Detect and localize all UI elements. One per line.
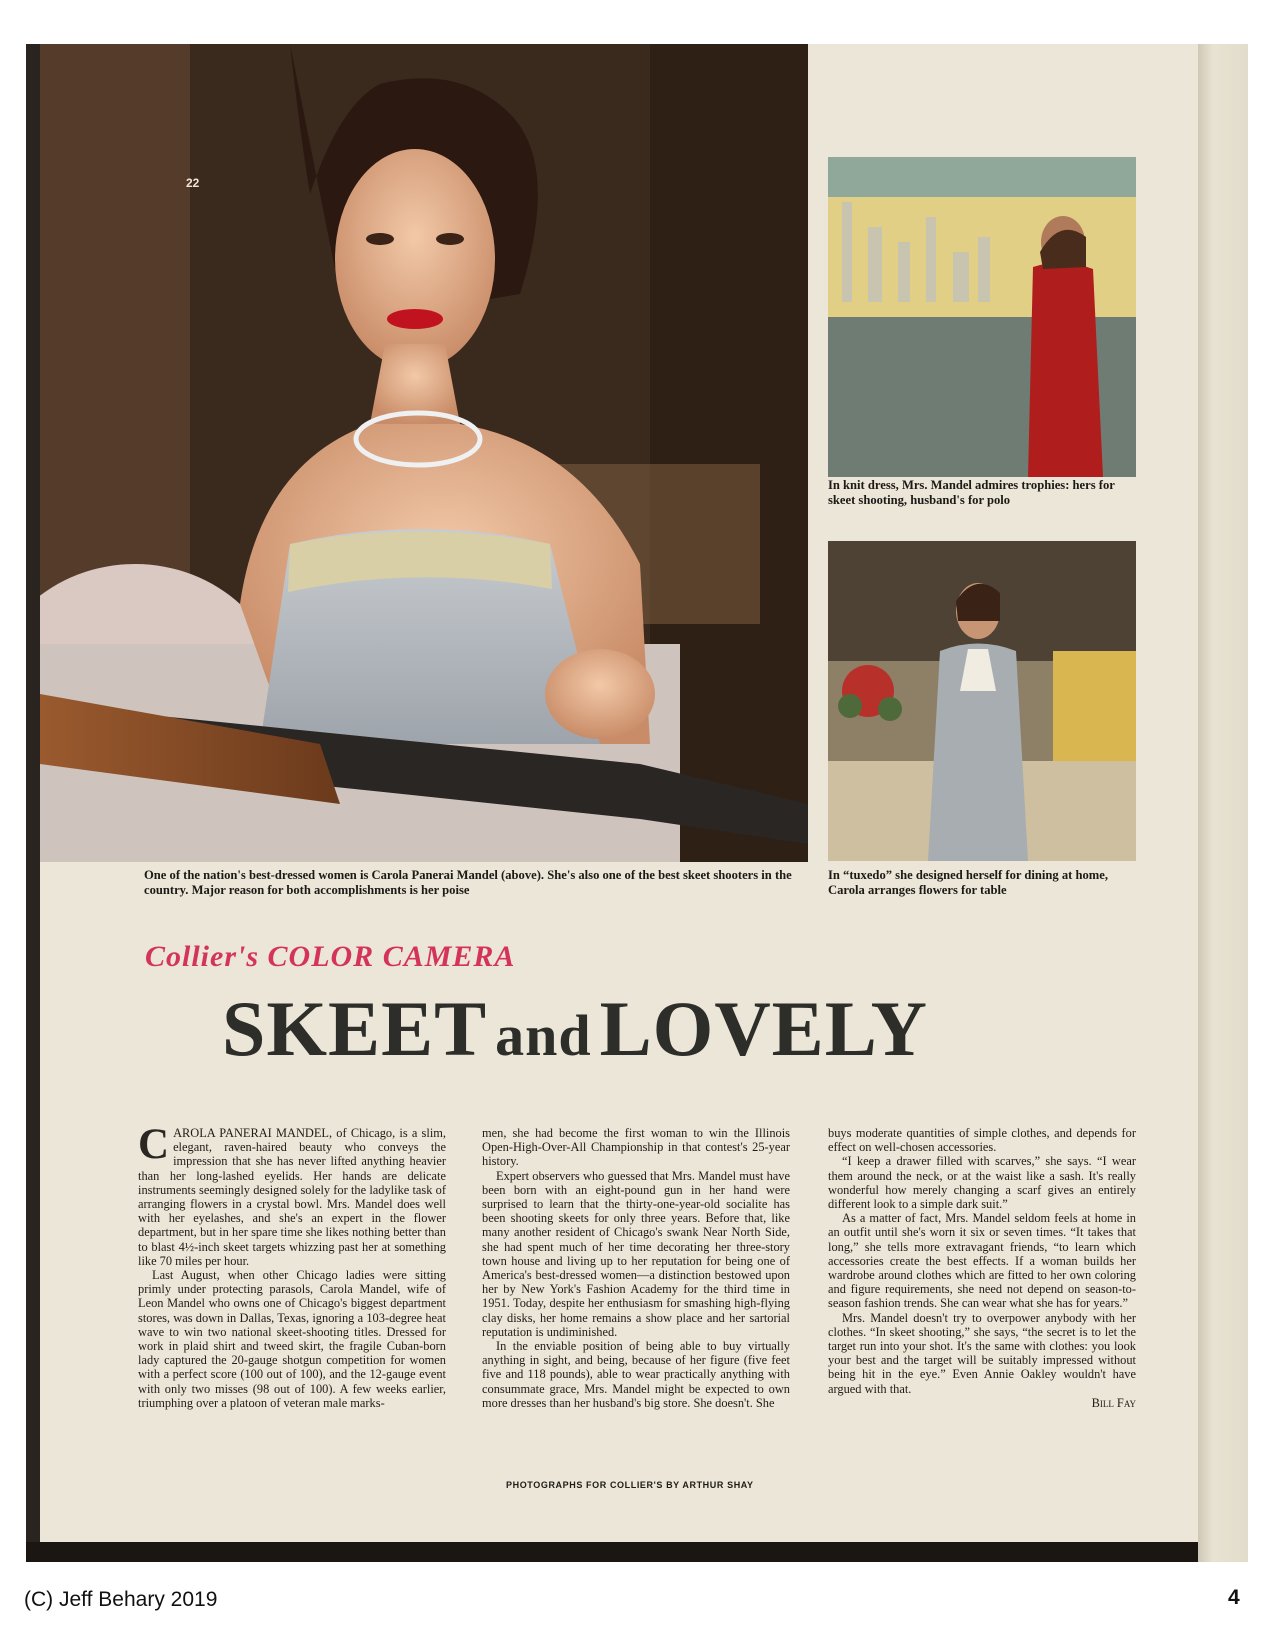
photo-credit: PHOTOGRAPHS FOR COLLIER'S BY ARTHUR SHAY — [506, 1480, 754, 1490]
adjacent-page-edge — [1198, 44, 1248, 1562]
article-column-1 — [138, 1121, 446, 1410]
caption-main: One of the nation's best-dressed women is Carola Panerai Mandel (above). She's also one of the best skeet shooters in the country. Major reason for both accomplishments is her poise — [144, 868, 792, 897]
sheet-number: 4 — [1228, 1586, 1240, 1609]
article-column-3 — [828, 1126, 1136, 1410]
section-kicker: Collier's COLOR CAMERA — [145, 940, 516, 973]
article-paragraph: Last August, when other Chicago ladies were sitting primly under protecting parasols, Carola Mandel, wife of Leon Mandel who owns one of Chicago's biggest department stores, was down in Dallas, Texas, ignoring a 103-degree heat wave to win two national skeet-shooting titles. Dressed for work in plaid shirt and tweed skirt, the fragile Cuban-born lady captured the 20-gauge shotgun competition for women with a perfect score (100 out of 100), and the 12-gauge event with only two misses (98 out of 100). A few weeks earlier, triumphing over a platoon of veteran male marks- — [138, 1268, 446, 1410]
main-photo-illustration — [40, 44, 808, 862]
paragraph-text: AROLA PANERAI MANDEL, of Chicago, is a slim, elegant, raven-haired beauty who conveys the impression that she has never lifted anything heavier than her long-lashed eyelids. Her hands are delicate instruments seemingly designed solely for the ladylike task of arranging flowers in a crystal bowl. Mrs. Mandel does well with her eyelashes, and she's an expert in the flower department, but in her spare time she likes nothing better than to blast 4½-inch skeet targets whizzing past her at something like 70 miles per hour. — [138, 1126, 446, 1268]
article-paragraph: men, she had become the first woman to win the Illinois Open-High-Over-All Championship in that contest's 25-year history. — [482, 1126, 790, 1169]
article-paragraph — [138, 1121, 446, 1268]
article-paragraph: In the enviable position of being able to buy virtually anything in sight, and being, because of her figure (five feet five and 118 pounds), able to wear practically anything with consummate grace, Mrs. Mandel might be expected to own more dresses than her husband's big store. She doesn't. She — [482, 1339, 790, 1410]
caption-tuxedo: In “tuxedo” she designed herself for dining at home, Carola arranges flowers for table — [828, 868, 1109, 897]
caption-trophies: In knit dress, Mrs. Mandel admires trophies: hers for skeet shooting, husband's for polo — [828, 478, 1115, 507]
copyright-notice: (C) Jeff Behary 2019 — [24, 1588, 218, 1611]
photo-tuxedo — [828, 541, 1136, 861]
drop-cap: C — [138, 1121, 170, 1168]
article-column-2 — [482, 1126, 790, 1410]
article-headline — [222, 985, 1082, 1072]
photo-trophies — [828, 157, 1136, 477]
article-paragraph: “I keep a drawer filled with scarves,” she says. “I wear them around the neck, or at the waist like a sash. It's really wonderful how merely changing a scarf gives an entirely different look to a simple dark suit.” — [828, 1154, 1136, 1212]
article-paragraph: Mrs. Mandel doesn't try to overpower anybody with her clothes. “In skeet shooting,” she says, “the secret is to let the target run into your shot. It's the same with clothes: you look your best and the target will be suitably impressed without being hit in the eye.” Even Annie Oakley wouldn't have argued with that. — [828, 1310, 1136, 1396]
tuxedo-illustration — [828, 541, 1136, 861]
scan-bottom-edge — [26, 1542, 1198, 1562]
article-paragraph: As a matter of fact, Mrs. Mandel seldom feels at home in an outfit until she's worn it six or seven times. “It takes that long,” she tells more extravagant friends, “to learn which accessories create the best effects. If a woman builds her wardrobe around clothes which are fitted to her own coloring and figure requirements, she need not depend on season-to-season fashion trends. She can wear what she has for years.” — [828, 1211, 1136, 1311]
headline-part-3: LOVELY — [599, 985, 928, 1072]
trophies-illustration — [828, 157, 1136, 477]
headline-part-2: and — [495, 1003, 592, 1068]
article-paragraph: buys moderate quantities of simple clothes, and depends for effect on well-chosen accessories. — [828, 1126, 1136, 1155]
author-byline: Bill Fay — [1091, 1395, 1136, 1410]
article-paragraph: Expert observers who guessed that Mrs. Mandel must have been born with an eight-pound gun in her hand were surprised to learn that the thirty-one-year-old socialite has been shooting skeets for only three years. Before that, like many another resident of Chicago's swank Near North Side, she had spent much of her time decorating her three-story town house and living up to her reputation for being one of America's best-dressed women—a distinction bestowed upon her by New York's Fashion Academy for the third time in 1951. Today, despite her enthusiasm for smashing high-flying clay disks, her home remains a show place and her sartorial reputation is undiminished. — [482, 1168, 790, 1339]
main-photo-woman-with-shotgun — [40, 44, 808, 862]
page-number: 22 — [186, 176, 200, 190]
headline-part-1: SKEET — [222, 985, 488, 1072]
